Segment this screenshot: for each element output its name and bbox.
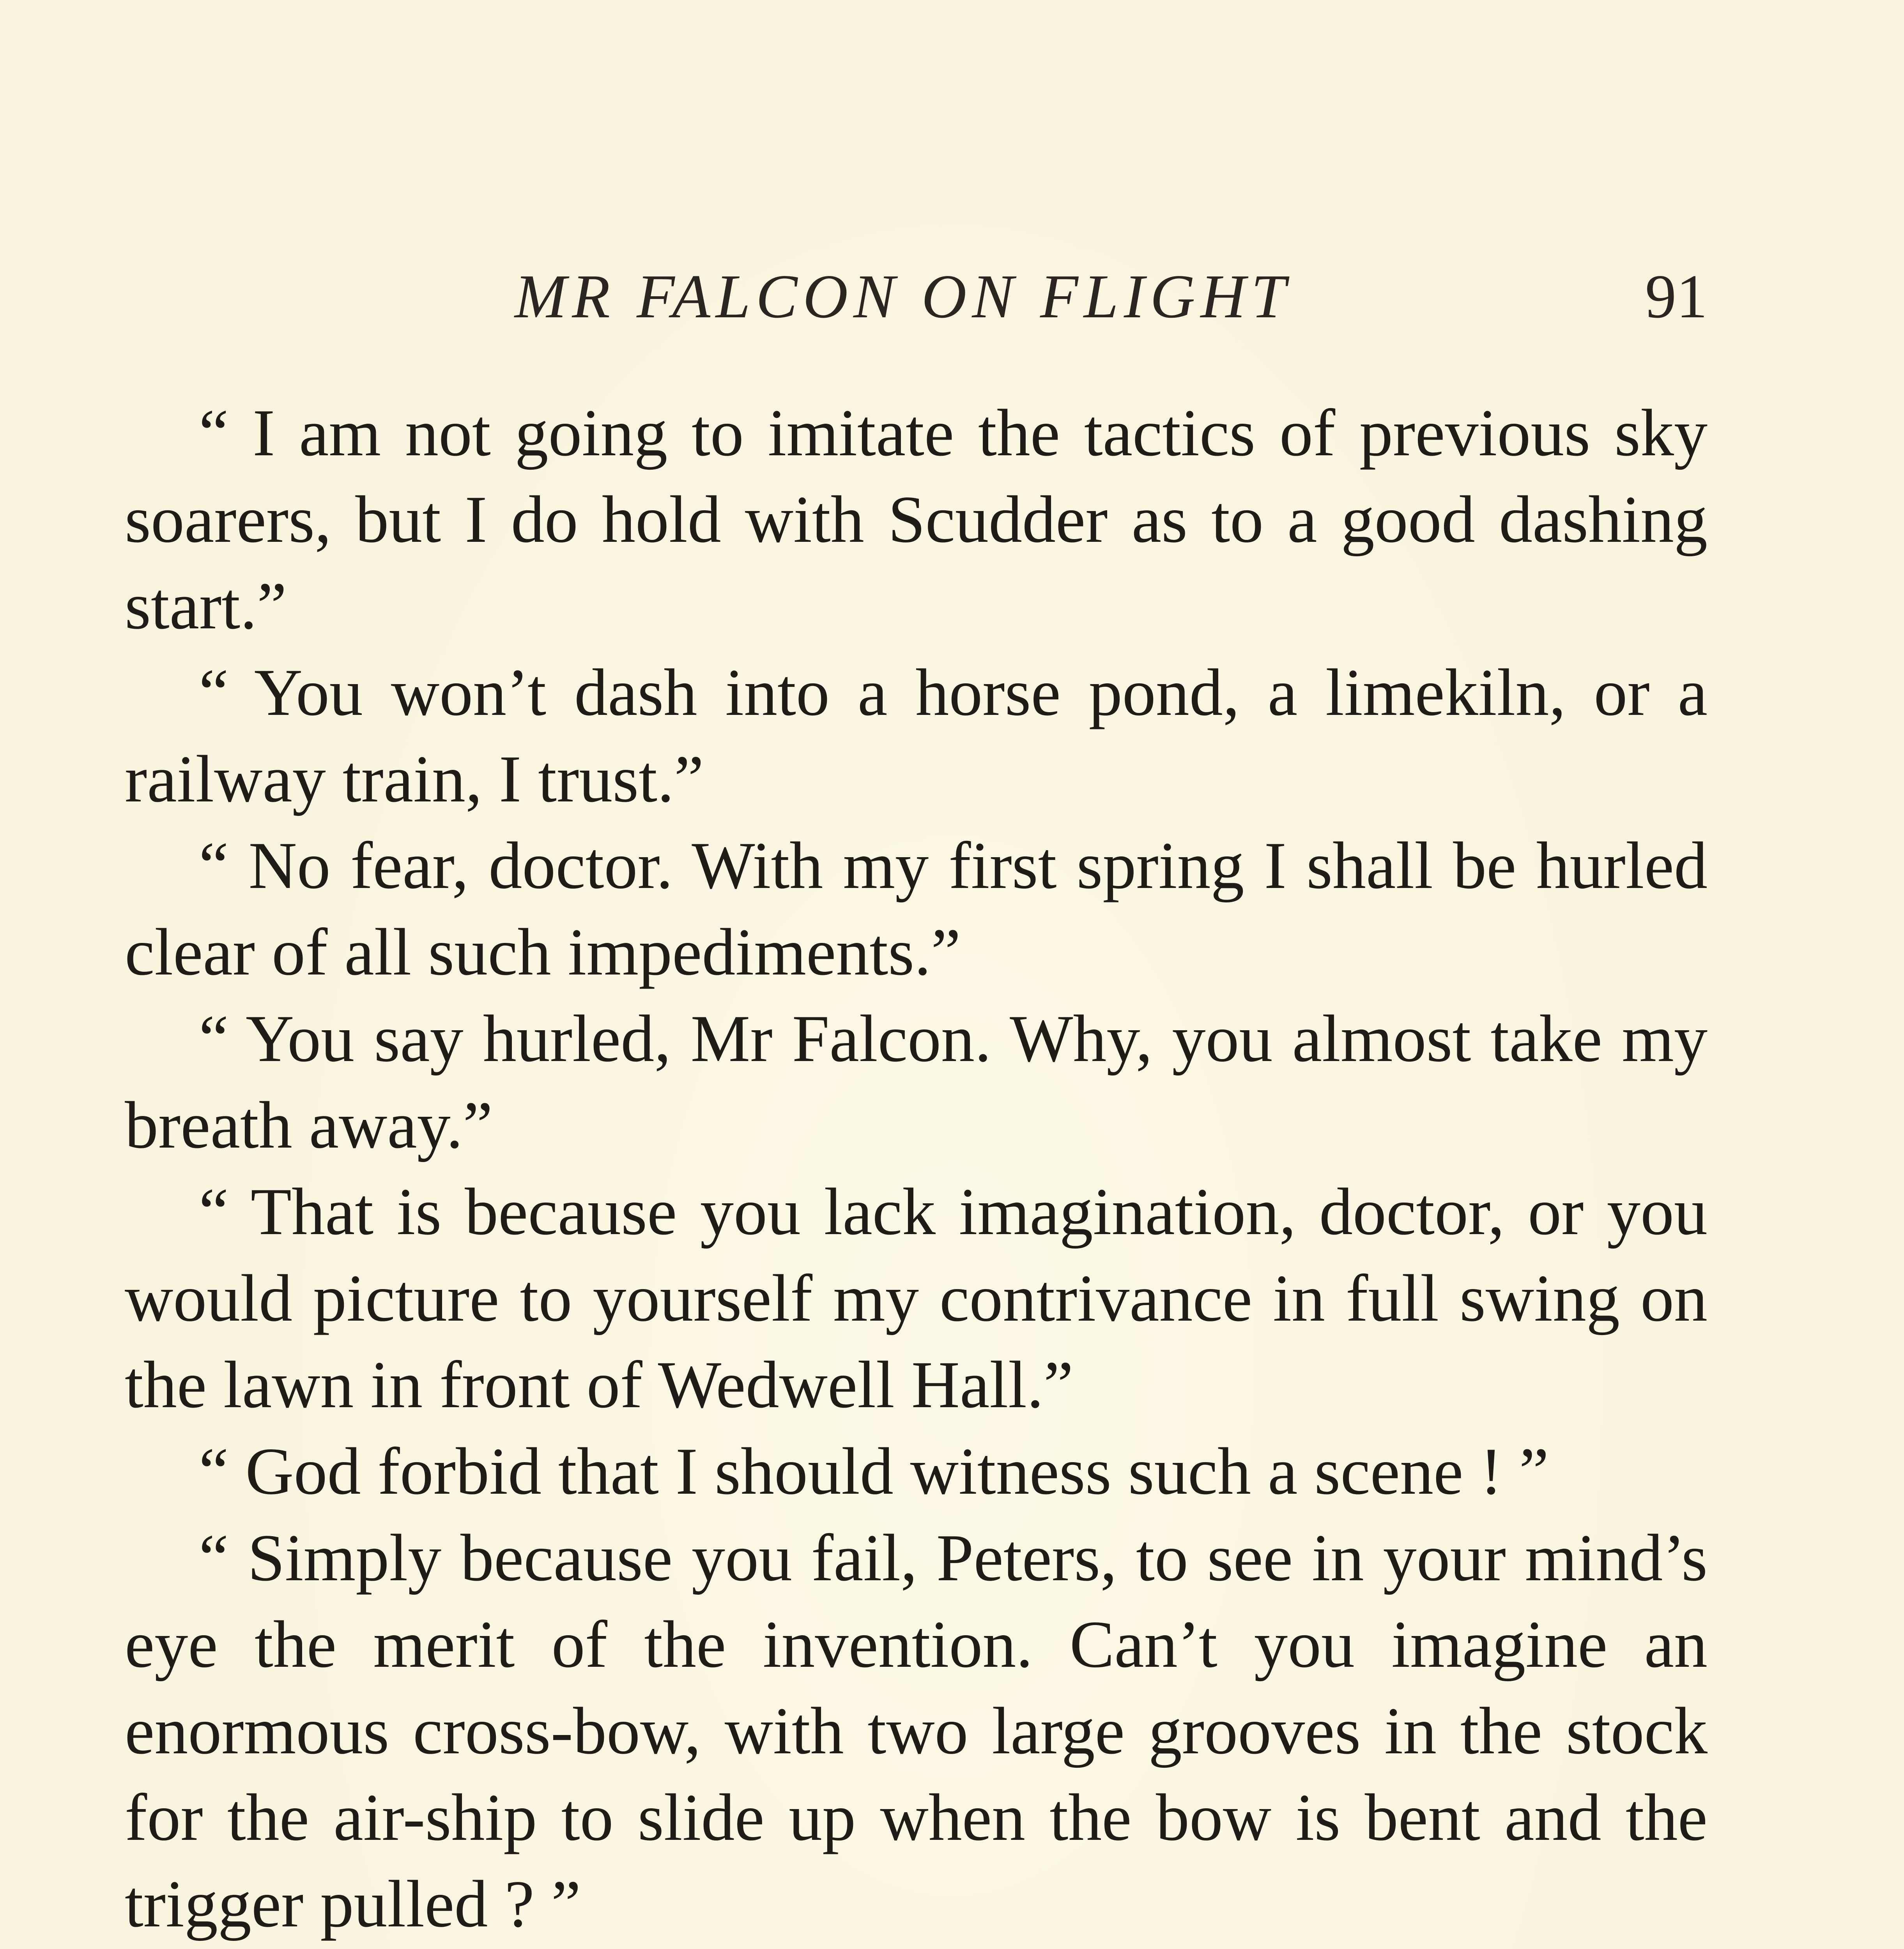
- page-number: 91: [1645, 262, 1708, 331]
- paragraph: “ You say hurled, Mr Falcon. Why, you almost take my breath away.”: [125, 1002, 1708, 1162]
- body-text: [125, 390, 1708, 1949]
- paragraph: “ You won’t dash into a horse pond, a limekiln, or a railway train, I trust.”: [125, 656, 1708, 816]
- paragraph: “ I am not going to imitate the tactics of previous sky soarers, but I do hold with Scudder as to a good dashing start.”: [125, 396, 1708, 643]
- paragraph: “ No fear, doctor. With my first spring I shall be hurled clear of all such impediments.”: [125, 829, 1708, 989]
- running-head: [125, 257, 1708, 335]
- paragraph: “ Simply because you fail, Peters, to see in your mind’s eye the merit of the invention. Can’t you imagine an enormous cross-bow, with two large grooves in the stock for the air-ship to slide up when the bow is bent and the trigger pulled ? ”: [125, 1521, 1708, 1941]
- paragraph: [125, 1947, 1708, 1949]
- running-title: MR FALCON ON FLIGHT: [515, 262, 1292, 331]
- paragraph: “ God forbid that I should witness such a scene ! ”: [199, 1434, 1549, 1509]
- paragraph: “ That is because you lack imagination, doctor, or you would picture to yourself my contrivance in full swing on the lawn in front of Wedwell Hall.”: [125, 1175, 1708, 1422]
